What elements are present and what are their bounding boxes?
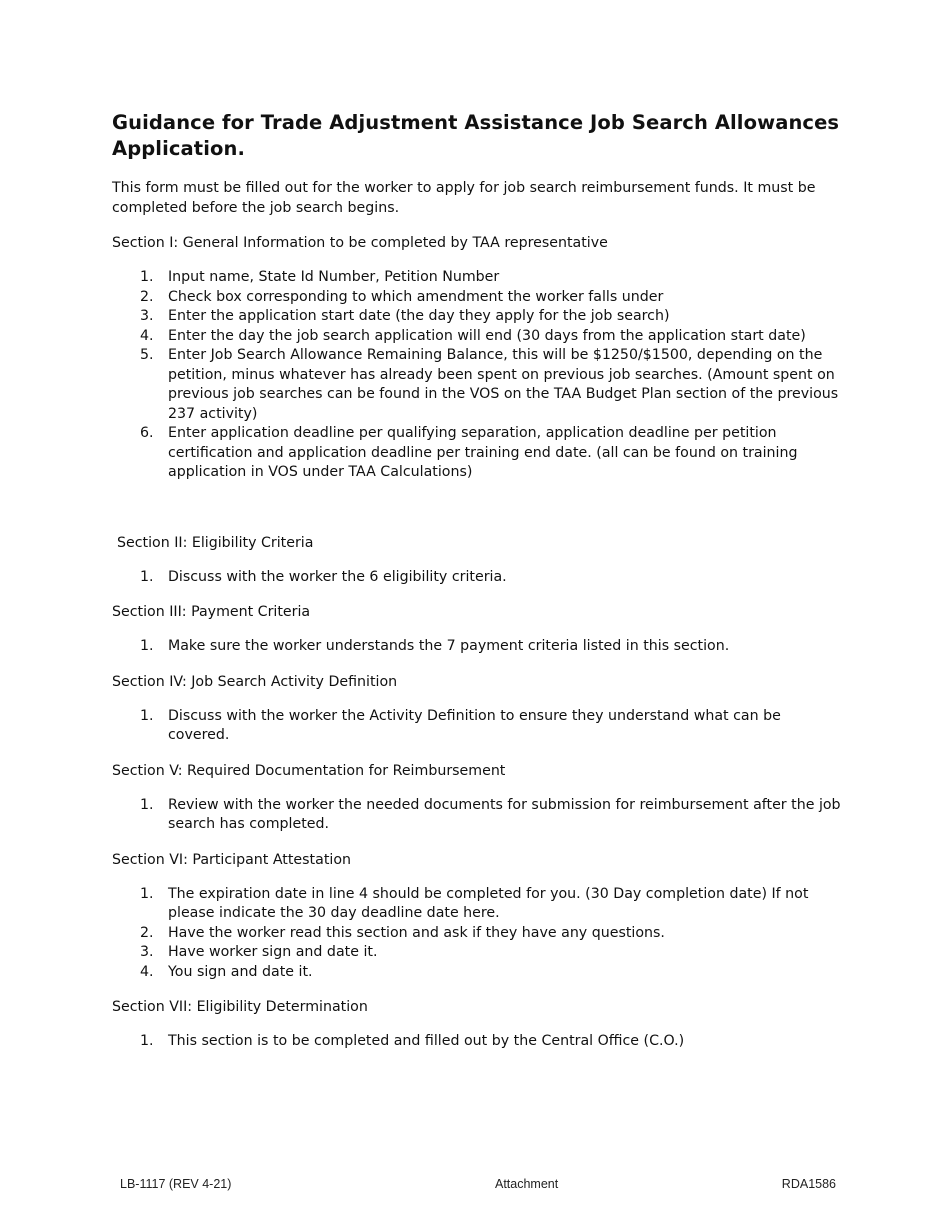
list-item: 5. Enter Job Search Allowance Remaining Balance, this will be $1250/$1500, depending on the petition, minus whatever has already been spent on previous job searches. (Amount spent on previous job searches can be found in the VOS on the TAA Budget Plan section of the previous 237 activity) [140, 347, 839, 422]
list-item: 6. Enter application deadline per qualifying separation, application deadline per petition certification and application deadline per training end date. (all can be found on training application in VOS under TAA Calculations) [140, 425, 798, 480]
footer-form-number: LB-1117 (REV 4-21) [120, 1177, 232, 1191]
list-item: 1. Discuss with the worker the 6 eligibility criteria. [140, 568, 507, 585]
list-item: 4. You sign and date it. [140, 963, 313, 980]
section-heading-6: Section VI: Participant Attestation [112, 851, 351, 868]
section-3-list [112, 637, 842, 657]
list-item: 1. This section is to be completed and filled out by the Central Office (C.O.) [140, 1033, 685, 1049]
document-title: Guidance for Trade Adjustment Assistance Job Search Allowances Application. [112, 111, 840, 160]
section-heading-5: Section V: Required Documentation for Reimbursement [112, 762, 506, 779]
section-5-list [112, 796, 842, 835]
section-2-list [112, 568, 842, 588]
list-item: 1. Review with the worker the needed documents for submission for reimbursement after the job search has completed. [140, 796, 841, 832]
section-heading-1: Section I: General Information to be completed by TAA representative [112, 235, 608, 251]
footer-attachment-label: Attachment [495, 1177, 559, 1191]
section-6-list [112, 885, 842, 983]
list-item: 3. Have worker sign and date it. [140, 944, 378, 960]
list-item: 1. Discuss with the worker the Activity Definition to ensure they understand what can be covered. [140, 707, 781, 743]
list-item: 3. Enter the application start date (the day they apply for the job search) [140, 308, 670, 324]
document-page [112, 110, 842, 1067]
list-item: 2. Have the worker read this section and ask if they have any questions. [140, 924, 665, 941]
section-heading-3: Section III: Payment Criteria [112, 604, 311, 620]
list-item: 1. The expiration date in line 4 should be completed for you. (30 Day completion date) If not please indicate the 30 day deadline date here. [140, 885, 809, 921]
list-item: 2. Check box corresponding to which amendment the worker falls under [140, 288, 664, 305]
section-heading-4: Section IV: Job Search Activity Definition [112, 673, 398, 690]
list-item: 1. Input name, State Id Number, Petition Number [140, 269, 500, 285]
footer-code: RDA1586 [781, 1177, 836, 1191]
section-7-list [112, 1032, 842, 1052]
section-heading-7: Section VII: Eligibility Determination [112, 999, 368, 1015]
list-item: 1. Make sure the worker understands the 7 payment criteria listed in this section. [140, 638, 730, 654]
list-item: 4. Enter the day the job search application will end (30 days from the application start date) [140, 327, 806, 344]
section-heading-2: Section II: Eligibility Criteria [117, 534, 314, 551]
intro-paragraph: This form must be filled out for the worker to apply for job search reimbursement funds. It must be completed before the job search begins. [112, 180, 816, 216]
section-1-list [112, 268, 842, 483]
section-4-list [112, 707, 842, 746]
page-footer [120, 1177, 836, 1195]
blank-space [112, 498, 842, 533]
